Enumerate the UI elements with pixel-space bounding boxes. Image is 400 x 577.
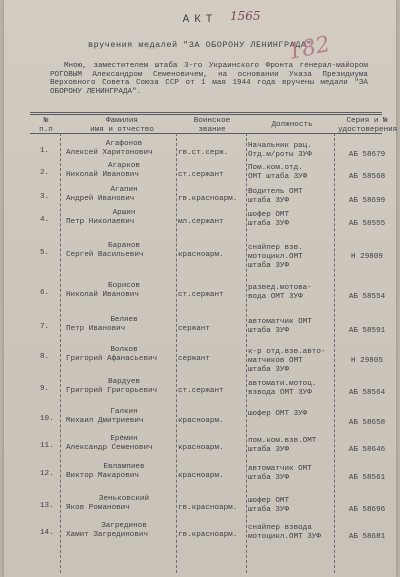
row-given-names: Александр Семенович	[66, 444, 153, 452]
row-given-names: Сергей Васильевич	[66, 251, 144, 259]
row-surname: Агарков	[108, 162, 140, 170]
row-rank: красноарм.	[178, 444, 224, 452]
row-position-line-1: к-р отд.взв.авто-	[248, 348, 326, 356]
row-certificate-number: АБ 58554	[348, 293, 386, 301]
document-subtitle: вручения медалей "ЗА ОБОРОНУ ЛЕНИНГРАДА"	[87, 40, 313, 50]
col-header-name: Фамилия имя и отчество	[90, 117, 154, 134]
column-divider	[334, 133, 335, 573]
row-position-line-2: мотоцикл.ОМТ	[248, 253, 303, 261]
table-top-rule-2	[30, 114, 382, 115]
document-sheet	[4, 0, 396, 577]
row-position-line-2: штаба 3УФ	[248, 446, 290, 454]
row-position-line-1: снайпер взвода	[248, 524, 312, 532]
row-position-line-2: штаба 3УФ	[248, 474, 290, 482]
row-given-names: Петр Николаевич	[66, 218, 135, 226]
row-surname: Беляев	[110, 316, 138, 324]
row-number: 1.	[40, 147, 50, 155]
row-number: 12.	[40, 470, 54, 478]
row-rank: красноарм.	[178, 417, 224, 425]
row-given-names: Хамит Загрединович	[66, 531, 149, 539]
intro-paragraph: Мною, заместителем штаба 3-го Украинского Фронта генерал-майором РОГОВЫМ Александром Семеновичем, на основании Указа Президиума Верховного Совета Союза ССР от 1 мая 1944 года вручены медали "ЗА ОБОРОНУ ЛЕНИНГРАДА".	[50, 62, 368, 96]
row-number: 13.	[40, 502, 54, 510]
row-surname: Ерёмин	[110, 435, 138, 443]
row-given-names: Виктор Макарович	[66, 472, 139, 480]
row-position-line-2: штаба 3УФ	[248, 506, 290, 514]
row-number: 6.	[40, 289, 50, 297]
row-number: 14.	[40, 529, 54, 537]
row-surname: Баранов	[108, 242, 140, 250]
row-position-line-2: матчиков ОМТ	[248, 357, 303, 365]
row-position-line-2: штаба 3УФ	[248, 197, 290, 205]
row-rank: красноарм.	[178, 472, 224, 480]
row-number: 11.	[40, 442, 54, 450]
table-header-rule	[30, 133, 382, 134]
row-certificate-number: АБ 58699	[348, 197, 386, 205]
row-number: 4.	[40, 216, 50, 224]
row-position-line-1: снайпер взв.	[248, 244, 303, 252]
row-certificate-number: АБ 58696	[348, 506, 386, 514]
row-number: 3.	[40, 193, 50, 201]
row-number: 7.	[40, 323, 50, 331]
row-rank: сержант	[178, 355, 210, 363]
row-certificate-number: АБ 58658	[348, 419, 386, 427]
row-rank: мл.сержант	[178, 218, 224, 226]
row-given-names: Михаил Дмитриевич	[66, 417, 144, 425]
row-given-names: Андрей Иванович	[66, 195, 135, 203]
handwritten-stamp: 182	[285, 31, 333, 66]
document-title: АКТ	[182, 14, 218, 26]
row-given-names: Николай Иванович	[66, 171, 139, 179]
row-position-line-2: штаба 3УФ	[248, 220, 290, 228]
row-position-line-2: мотоцикл.ОМТ 3УФ	[248, 533, 321, 541]
row-position-line-3: штаба 3УФ	[248, 262, 290, 270]
row-position-line-1: Водитель ОМТ	[248, 188, 303, 196]
row-position-line-1: автомати.мотоц.	[248, 380, 317, 388]
row-certificate-number: АБ 58681	[348, 533, 386, 541]
col-header-rank: Воинское звание	[193, 117, 231, 134]
row-surname: Волков	[110, 346, 138, 354]
row-given-names: Григорий Афанасьевич	[66, 355, 158, 363]
row-rank: ст.сержант	[178, 171, 224, 179]
row-number: 5.	[40, 249, 50, 257]
table-top-rule	[30, 112, 382, 113]
row-position-line-1: автоматчик ОМТ	[248, 318, 312, 326]
row-given-names: Петр Иванович	[66, 325, 126, 333]
row-surname: Борисов	[108, 282, 140, 290]
col-header-num: № п.п	[39, 117, 53, 134]
row-certificate-number: Н 29809	[351, 253, 383, 261]
row-position-line-1: Пом.ком.отд.	[248, 164, 303, 172]
row-rank: гв.красноарм.	[178, 504, 238, 512]
row-position-line-3: штаба 3УФ	[248, 366, 290, 374]
row-number: 10.	[40, 415, 54, 423]
col-header-position: Должность	[271, 121, 313, 129]
row-given-names: Григорий Григорьевич	[66, 387, 158, 395]
row-certificate-number: Н 29805	[351, 357, 383, 365]
column-divider	[60, 133, 61, 573]
row-rank: гв.ст.серж.	[178, 149, 229, 157]
row-surname: Галкин	[110, 408, 138, 416]
row-rank: гв.красноарм.	[178, 195, 238, 203]
column-divider	[246, 133, 247, 573]
row-position-line-1: шофер ОМТ 3УФ	[248, 410, 308, 418]
row-position-line-1: шофер ОМТ	[248, 211, 290, 219]
row-surname: Агапин	[110, 186, 138, 194]
row-certificate-number: АБ 58591	[348, 327, 386, 335]
row-certificate-number: АБ 58568	[348, 173, 386, 181]
row-rank: красноарм.	[178, 251, 224, 259]
col-header-doc: Серия и № удостоверения	[338, 117, 398, 134]
row-rank: гв.красноарм.	[178, 531, 238, 539]
row-surname: Зеньковский	[98, 495, 150, 503]
row-position-line-2: вода ОМТ 3УФ	[248, 293, 303, 301]
row-position-line-2: взвода ОМТ 3УФ	[248, 389, 312, 397]
row-certificate-number: АБ 58564	[348, 389, 386, 397]
row-number: 8.	[40, 353, 50, 361]
row-position-line-1: шофер ОМТ	[248, 497, 290, 505]
row-certificate-number: АБ 58679	[348, 151, 386, 159]
row-surname: Аршин	[112, 209, 136, 217]
row-position-line-1: автоматчик ОМТ	[248, 465, 312, 473]
row-surname: Агафонов	[105, 140, 143, 148]
row-given-names: Николай Иванович	[66, 291, 139, 299]
row-position-line-2: ОМТ штаба 3УФ	[248, 173, 308, 181]
row-position-line-2: штаба 3УФ	[248, 327, 290, 335]
row-position-line-1: пом.ком.взв.ОМТ	[248, 437, 317, 445]
handwritten-number: 1565	[230, 9, 261, 23]
row-given-names: Алексей Харитонович	[66, 149, 153, 157]
row-surname: Вардуев	[108, 378, 140, 386]
row-surname: Евлампиев	[103, 463, 145, 471]
row-rank: сержант	[178, 325, 210, 333]
row-position-line-1: развед.мотова-	[248, 284, 312, 292]
row-certificate-number: АБ 58646	[348, 446, 386, 454]
row-rank: ст.сержант	[178, 387, 224, 395]
row-rank: ст.сержант	[178, 291, 224, 299]
row-certificate-number: АБ 58555	[348, 220, 386, 228]
row-position-line-2: Отд.м/роты 3УФ	[248, 151, 312, 159]
row-position-line-1: Начальник рац.	[248, 142, 312, 150]
row-number: 2.	[40, 169, 50, 177]
row-certificate-number: АБ 58561	[348, 474, 386, 482]
row-number: 9.	[40, 385, 50, 393]
row-surname: Загрединов	[101, 522, 147, 530]
row-given-names: Яков Романович	[66, 504, 130, 512]
